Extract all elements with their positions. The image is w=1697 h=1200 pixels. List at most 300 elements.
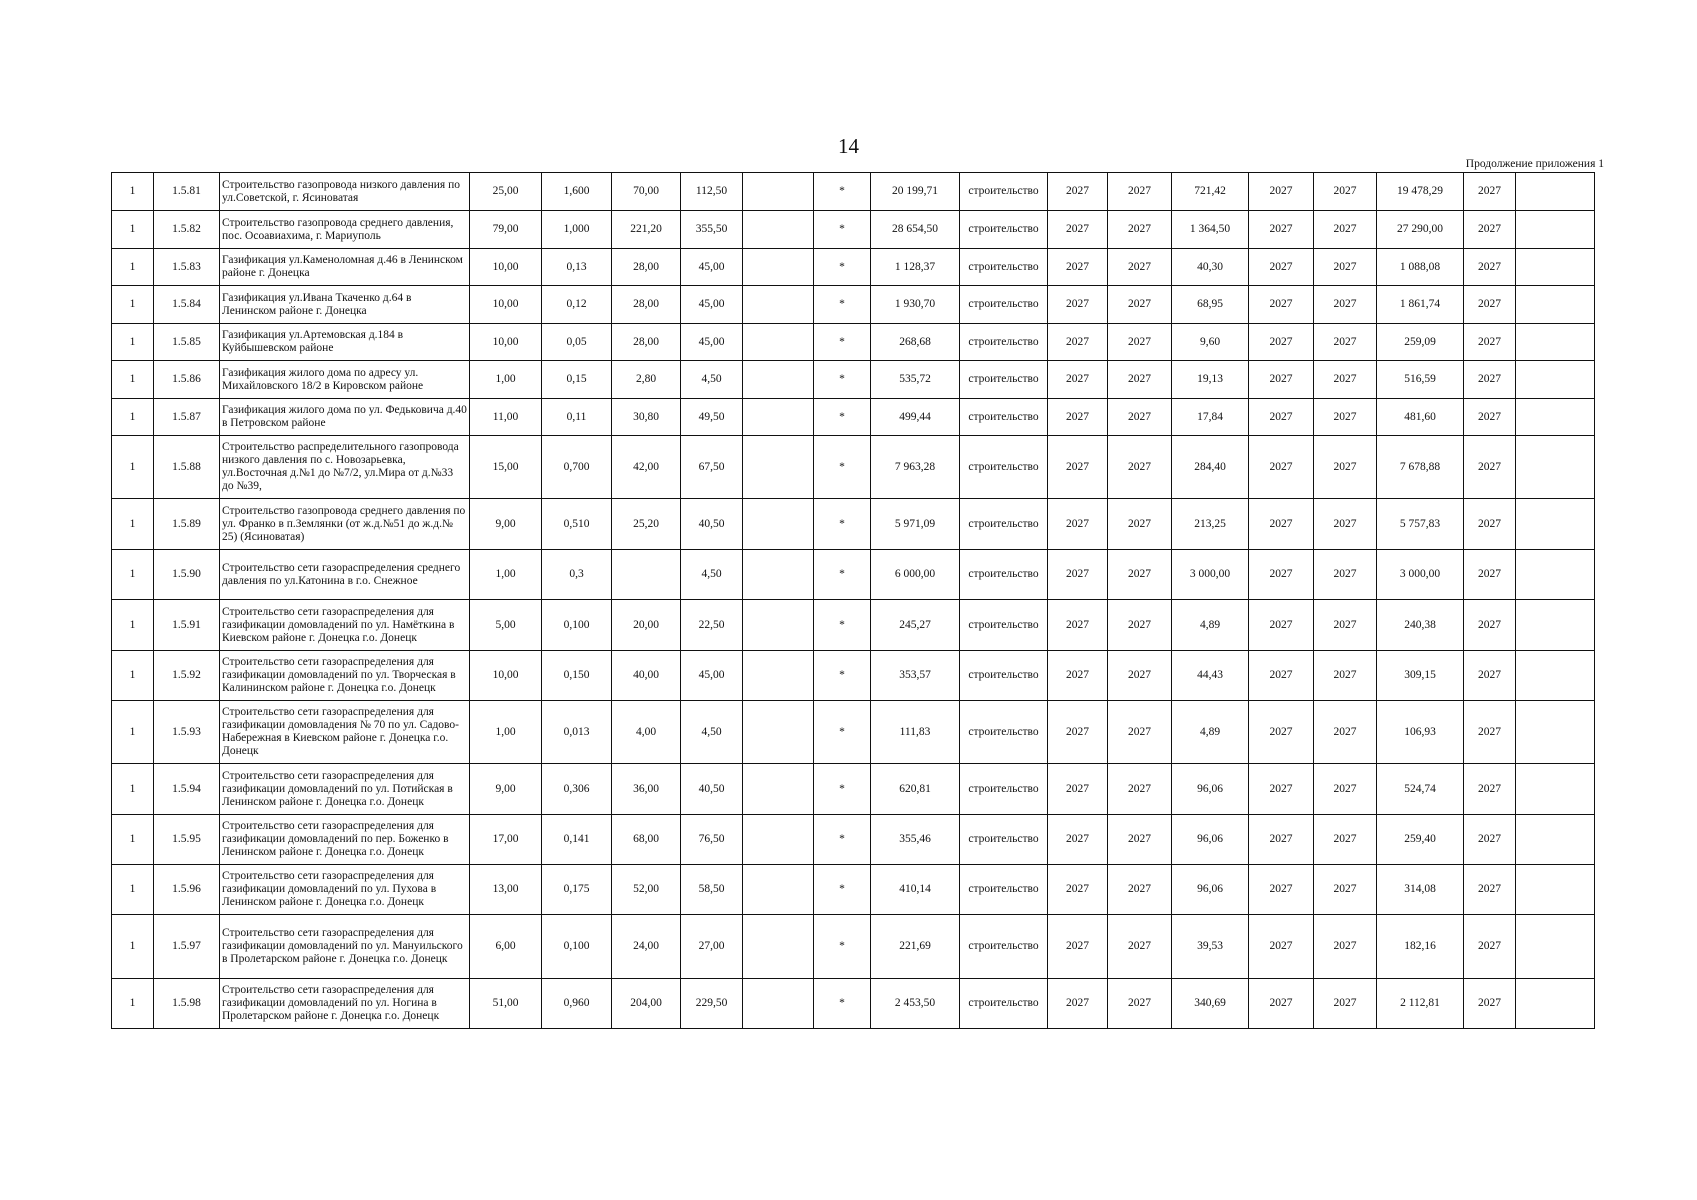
table-cell-col-total: 221,69 (871, 915, 960, 979)
table-cell-col-value-1: 11,00 (470, 399, 542, 436)
table-cell-col-year-5: 2027 (1464, 499, 1516, 550)
table-cell-col-description: Газификация жилого дома по адресу ул. Михайловского 18/2 в Кировском районе (220, 361, 470, 399)
table-cell-col-year-3: 2027 (1249, 324, 1314, 361)
table-cell-col-total: 28 654,50 (871, 211, 960, 249)
table-cell-col-amount-2: 259,40 (1377, 815, 1464, 865)
table-cell-col-marker: * (814, 173, 871, 211)
table-cell-col-year-3: 2027 (1249, 651, 1314, 701)
table-cell-col-year-3: 2027 (1249, 701, 1314, 764)
table-cell-col-year-1: 2027 (1048, 651, 1108, 701)
table-cell-col-year-4: 2027 (1314, 324, 1377, 361)
table-row (112, 550, 1595, 600)
table-cell-col-code: 1.5.97 (154, 915, 220, 979)
table-cell-col-level: 1 (112, 550, 154, 600)
table-cell-col-amount-2: 182,16 (1377, 915, 1464, 979)
table-cell-col-year-5: 2027 (1464, 211, 1516, 249)
table-cell-col-year-3: 2027 (1249, 286, 1314, 324)
table-cell-col-description: Строительство сети газораспределения для газификации домовладений по ул. Потийская в Ленинском районе г. Донецка г.о. Донецк (220, 764, 470, 815)
table-cell-col-year-5: 2027 (1464, 173, 1516, 211)
table-cell-col-year-2: 2027 (1108, 249, 1172, 286)
table-cell-col-year-5: 2027 (1464, 399, 1516, 436)
table-cell-col-year-5: 2027 (1464, 764, 1516, 815)
table-cell-col-year-4: 2027 (1314, 764, 1377, 815)
table-cell-col-year-4: 2027 (1314, 499, 1377, 550)
table-cell-col-description: Строительство сети газораспределения для газификации домовладений по ул. Мануильского в Пролетарском районе г. Донецка г.о. Донецк (220, 915, 470, 979)
table-row (112, 436, 1595, 499)
table-cell-col-value-2: 0,306 (542, 764, 612, 815)
table-cell-col-description: Строительство сети газораспределения для газификации домовладений по ул. Намёткина в Киевском районе г. Донецка г.о. Донецк (220, 600, 470, 651)
table-cell-col-marker: * (814, 286, 871, 324)
table-cell-col-year-3: 2027 (1249, 865, 1314, 915)
table-cell-col-total: 245,27 (871, 600, 960, 651)
table-cell-col-value-5 (743, 701, 814, 764)
table-cell-col-marker: * (814, 979, 871, 1029)
table-row (112, 249, 1595, 286)
table-cell-col-value-1: 15,00 (470, 436, 542, 499)
table-cell-col-year-2: 2027 (1108, 815, 1172, 865)
table-cell-col-amount-1: 39,53 (1172, 915, 1249, 979)
table-row (112, 701, 1595, 764)
table-cell-col-total: 20 199,71 (871, 173, 960, 211)
table-cell-col-type: строительство (960, 211, 1048, 249)
table-cell-col-value-3: 36,00 (612, 764, 681, 815)
table-cell-col-code: 1.5.85 (154, 324, 220, 361)
table-cell-col-value-3: 4,00 (612, 701, 681, 764)
table-row (112, 324, 1595, 361)
table-cell-col-value-5 (743, 979, 814, 1029)
table-cell-col-note (1516, 436, 1595, 499)
table-cell-col-note (1516, 815, 1595, 865)
table-cell-col-level: 1 (112, 324, 154, 361)
table-cell-col-year-4: 2027 (1314, 550, 1377, 600)
table-cell-col-amount-2: 314,08 (1377, 865, 1464, 915)
table-cell-col-year-2: 2027 (1108, 499, 1172, 550)
table-cell-col-year-1: 2027 (1048, 324, 1108, 361)
table-cell-col-total: 2 453,50 (871, 979, 960, 1029)
table-cell-col-total: 1 128,37 (871, 249, 960, 286)
table-cell-col-year-3: 2027 (1249, 550, 1314, 600)
table-cell-col-year-1: 2027 (1048, 361, 1108, 399)
table-cell-col-code: 1.5.92 (154, 651, 220, 701)
table-cell-col-value-1: 79,00 (470, 211, 542, 249)
table-cell-col-amount-2: 106,93 (1377, 701, 1464, 764)
table-cell-col-value-5 (743, 436, 814, 499)
table-cell-col-year-4: 2027 (1314, 701, 1377, 764)
table-cell-col-year-5: 2027 (1464, 701, 1516, 764)
table-cell-col-value-5 (743, 211, 814, 249)
table-cell-col-marker: * (814, 865, 871, 915)
table-cell-col-value-5 (743, 764, 814, 815)
table-cell-col-year-4: 2027 (1314, 173, 1377, 211)
table-cell-col-year-2: 2027 (1108, 651, 1172, 701)
table-cell-col-value-3: 70,00 (612, 173, 681, 211)
table-cell-col-value-2: 0,175 (542, 865, 612, 915)
table-cell-col-value-4: 112,50 (681, 173, 743, 211)
table-cell-col-marker: * (814, 361, 871, 399)
table-cell-col-year-3: 2027 (1249, 815, 1314, 865)
table-cell-col-year-1: 2027 (1048, 701, 1108, 764)
continuation-note: Продолжение приложения 1 (1465, 158, 1604, 170)
table-cell-col-value-2: 0,700 (542, 436, 612, 499)
table-cell-col-amount-1: 96,06 (1172, 865, 1249, 915)
table-cell-col-level: 1 (112, 979, 154, 1029)
table-cell-col-amount-1: 17,84 (1172, 399, 1249, 436)
table-cell-col-marker: * (814, 249, 871, 286)
table-cell-col-value-4: 4,50 (681, 361, 743, 399)
table-cell-col-level: 1 (112, 651, 154, 701)
table-cell-col-year-3: 2027 (1249, 764, 1314, 815)
table-cell-col-type: строительство (960, 815, 1048, 865)
table-cell-col-year-4: 2027 (1314, 286, 1377, 324)
table-cell-col-year-3: 2027 (1249, 249, 1314, 286)
table-row (112, 173, 1595, 211)
table-cell-col-amount-2: 5 757,83 (1377, 499, 1464, 550)
table-cell-col-year-2: 2027 (1108, 436, 1172, 499)
table-cell-col-value-5 (743, 915, 814, 979)
table-cell-col-value-5 (743, 286, 814, 324)
table-cell-col-value-2: 0,13 (542, 249, 612, 286)
table-row (112, 764, 1595, 815)
table-cell-col-value-2: 0,12 (542, 286, 612, 324)
table-cell-col-note (1516, 211, 1595, 249)
table-cell-col-value-2: 0,100 (542, 915, 612, 979)
table-cell-col-value-5 (743, 399, 814, 436)
table-cell-col-year-2: 2027 (1108, 173, 1172, 211)
table-cell-col-value-2: 0,100 (542, 600, 612, 651)
table-cell-col-year-4: 2027 (1314, 865, 1377, 915)
table-cell-col-value-3: 28,00 (612, 286, 681, 324)
table-cell-col-note (1516, 979, 1595, 1029)
table-cell-col-description: Строительство сети газораспределения для газификации домовладений по пер. Боженко в Ленинском районе г. Донецка г.о. Донецк (220, 815, 470, 865)
table-cell-col-note (1516, 361, 1595, 399)
table-cell-col-code: 1.5.83 (154, 249, 220, 286)
table-cell-col-level: 1 (112, 815, 154, 865)
table-cell-col-amount-2: 19 478,29 (1377, 173, 1464, 211)
table-cell-col-value-3: 52,00 (612, 865, 681, 915)
table-cell-col-value-3: 40,00 (612, 651, 681, 701)
table-row (112, 499, 1595, 550)
table-cell-col-level: 1 (112, 600, 154, 651)
table-cell-col-code: 1.5.90 (154, 550, 220, 600)
table-cell-col-code: 1.5.82 (154, 211, 220, 249)
table-cell-col-value-5 (743, 249, 814, 286)
table-cell-col-marker: * (814, 499, 871, 550)
table-cell-col-amount-2: 240,38 (1377, 600, 1464, 651)
table-cell-col-marker: * (814, 915, 871, 979)
table-cell-col-level: 1 (112, 286, 154, 324)
table-cell-col-total: 6 000,00 (871, 550, 960, 600)
table-cell-col-year-2: 2027 (1108, 211, 1172, 249)
table-cell-col-amount-2: 259,09 (1377, 324, 1464, 361)
table-cell-col-year-2: 2027 (1108, 324, 1172, 361)
table-cell-col-total: 7 963,28 (871, 436, 960, 499)
table-cell-col-note (1516, 915, 1595, 979)
table-cell-col-note (1516, 499, 1595, 550)
table-cell-col-value-4: 40,50 (681, 764, 743, 815)
table-cell-col-value-3: 221,20 (612, 211, 681, 249)
table-cell-col-year-4: 2027 (1314, 915, 1377, 979)
table-cell-col-type: строительство (960, 915, 1048, 979)
table-cell-col-year-1: 2027 (1048, 979, 1108, 1029)
table-cell-col-note (1516, 865, 1595, 915)
table-cell-col-value-2: 0,05 (542, 324, 612, 361)
table-cell-col-value-2: 0,960 (542, 979, 612, 1029)
table-cell-col-description: Строительство сети газораспределения для газификации домовладений по ул. Ногина в Пролетарском районе г. Донецка г.о. Донецк (220, 979, 470, 1029)
table-cell-col-year-4: 2027 (1314, 361, 1377, 399)
table-cell-col-amount-1: 68,95 (1172, 286, 1249, 324)
table-cell-col-value-5 (743, 324, 814, 361)
table-cell-col-year-2: 2027 (1108, 764, 1172, 815)
table-cell-col-year-2: 2027 (1108, 979, 1172, 1029)
table-cell-col-level: 1 (112, 399, 154, 436)
table-cell-col-description: Строительство газопровода среднего давления, пос. Осоавиахима, г. Мариуполь (220, 211, 470, 249)
table-cell-col-value-1: 10,00 (470, 286, 542, 324)
table-cell-col-amount-1: 40,30 (1172, 249, 1249, 286)
table-cell-col-value-4: 355,50 (681, 211, 743, 249)
table-cell-col-description: Газификация ул.Каменоломная д.46 в Ленинском районе г. Донецка (220, 249, 470, 286)
table-cell-col-value-3: 28,00 (612, 249, 681, 286)
table-cell-col-total: 353,57 (871, 651, 960, 701)
table-cell-col-value-4: 45,00 (681, 286, 743, 324)
table-cell-col-year-1: 2027 (1048, 436, 1108, 499)
table-body (112, 173, 1595, 1029)
table-cell-col-value-2: 0,141 (542, 815, 612, 865)
table-cell-col-total: 620,81 (871, 764, 960, 815)
table-cell-col-year-5: 2027 (1464, 979, 1516, 1029)
table-cell-col-year-1: 2027 (1048, 286, 1108, 324)
table-cell-col-year-2: 2027 (1108, 286, 1172, 324)
table-row (112, 651, 1595, 701)
table-cell-col-value-5 (743, 600, 814, 651)
table-cell-col-year-5: 2027 (1464, 249, 1516, 286)
table-cell-col-value-2: 0,3 (542, 550, 612, 600)
table-cell-col-amount-2: 7 678,88 (1377, 436, 1464, 499)
table-cell-col-value-1: 6,00 (470, 915, 542, 979)
table-cell-col-amount-2: 1 088,08 (1377, 249, 1464, 286)
table-cell-col-total: 355,46 (871, 815, 960, 865)
table-cell-col-description: Газификация жилого дома по ул. Федьковича д.40 в Петровском районе (220, 399, 470, 436)
table-cell-col-type: строительство (960, 651, 1048, 701)
table-cell-col-type: строительство (960, 979, 1048, 1029)
table-cell-col-description: Строительство распределительного газопровода низкого давления по с. Новозарьевка, ул.Восточная д.№1 до №7/2, ул.Мира от д.№33 до №39, (220, 436, 470, 499)
table-cell-col-description: Строительство сети газораспределения для газификации домовладений по ул. Пухова в Ленинском районе г. Донецка г.о. Донецк (220, 865, 470, 915)
table-cell-col-type: строительство (960, 701, 1048, 764)
table-cell-col-year-2: 2027 (1108, 915, 1172, 979)
table-cell-col-year-1: 2027 (1048, 550, 1108, 600)
table-cell-col-year-5: 2027 (1464, 865, 1516, 915)
table-cell-col-year-1: 2027 (1048, 249, 1108, 286)
table-cell-col-year-3: 2027 (1249, 979, 1314, 1029)
table-cell-col-value-5 (743, 651, 814, 701)
table-cell-col-marker: * (814, 764, 871, 815)
table-cell-col-year-3: 2027 (1249, 173, 1314, 211)
table-cell-col-year-2: 2027 (1108, 865, 1172, 915)
table-cell-col-value-1: 1,00 (470, 361, 542, 399)
table-cell-col-value-1: 1,00 (470, 550, 542, 600)
table-cell-col-value-3: 68,00 (612, 815, 681, 865)
table-cell-col-year-1: 2027 (1048, 764, 1108, 815)
table-cell-col-note (1516, 764, 1595, 815)
table-cell-col-year-1: 2027 (1048, 399, 1108, 436)
table-cell-col-marker: * (814, 701, 871, 764)
table-cell-col-code: 1.5.96 (154, 865, 220, 915)
table-cell-col-note (1516, 550, 1595, 600)
table-cell-col-level: 1 (112, 249, 154, 286)
table-cell-col-value-2: 0,510 (542, 499, 612, 550)
table-row (112, 979, 1595, 1029)
table-cell-col-amount-2: 309,15 (1377, 651, 1464, 701)
table-cell-col-amount-1: 96,06 (1172, 815, 1249, 865)
table-row (112, 286, 1595, 324)
table-cell-col-marker: * (814, 550, 871, 600)
table-cell-col-level: 1 (112, 173, 154, 211)
table-cell-col-total: 111,83 (871, 701, 960, 764)
table-cell-col-value-3: 20,00 (612, 600, 681, 651)
table-cell-col-value-2: 0,013 (542, 701, 612, 764)
table-cell-col-note (1516, 173, 1595, 211)
table-cell-col-description: Строительство газопровода среднего давления по ул. Франко в п.Землянки (от ж.д.№51 до ж.д.№ 25) (Ясиноватая) (220, 499, 470, 550)
table-cell-col-value-3: 204,00 (612, 979, 681, 1029)
table-cell-col-year-5: 2027 (1464, 651, 1516, 701)
table-cell-col-value-4: 229,50 (681, 979, 743, 1029)
table-cell-col-year-1: 2027 (1048, 915, 1108, 979)
table-cell-col-value-3 (612, 550, 681, 600)
table-cell-col-year-4: 2027 (1314, 211, 1377, 249)
table-row (112, 815, 1595, 865)
table-cell-col-level: 1 (112, 701, 154, 764)
table-cell-col-amount-1: 4,89 (1172, 600, 1249, 651)
table-row (112, 915, 1595, 979)
table-cell-col-code: 1.5.95 (154, 815, 220, 865)
table-cell-col-value-2: 1,000 (542, 211, 612, 249)
table-cell-col-note (1516, 249, 1595, 286)
table-cell-col-marker: * (814, 211, 871, 249)
table-cell-col-value-1: 10,00 (470, 651, 542, 701)
table-cell-col-total: 410,14 (871, 865, 960, 915)
table-cell-col-amount-2: 1 861,74 (1377, 286, 1464, 324)
table-cell-col-description: Строительство сети газораспределения среднего давления по ул.Катонина в г.о. Снежное (220, 550, 470, 600)
appendix-table (111, 172, 1595, 1029)
table-cell-col-amount-2: 516,59 (1377, 361, 1464, 399)
table-cell-col-code: 1.5.84 (154, 286, 220, 324)
table-cell-col-total: 5 971,09 (871, 499, 960, 550)
table-cell-col-value-4: 4,50 (681, 550, 743, 600)
table-cell-col-note (1516, 399, 1595, 436)
table-cell-col-year-1: 2027 (1048, 815, 1108, 865)
table-cell-col-year-5: 2027 (1464, 915, 1516, 979)
table-row (112, 211, 1595, 249)
table-cell-col-marker: * (814, 436, 871, 499)
table-cell-col-year-1: 2027 (1048, 211, 1108, 249)
table-cell-col-level: 1 (112, 361, 154, 399)
table-cell-col-value-4: 58,50 (681, 865, 743, 915)
table-cell-col-amount-1: 44,43 (1172, 651, 1249, 701)
table-cell-col-value-1: 13,00 (470, 865, 542, 915)
table-cell-col-type: строительство (960, 399, 1048, 436)
table-cell-col-total: 499,44 (871, 399, 960, 436)
table-cell-col-value-1: 10,00 (470, 249, 542, 286)
table-cell-col-level: 1 (112, 865, 154, 915)
table-cell-col-year-1: 2027 (1048, 173, 1108, 211)
table-cell-col-level: 1 (112, 915, 154, 979)
table-cell-col-amount-2: 481,60 (1377, 399, 1464, 436)
table-cell-col-value-1: 51,00 (470, 979, 542, 1029)
table-cell-col-code: 1.5.87 (154, 399, 220, 436)
table-cell-col-level: 1 (112, 499, 154, 550)
table-cell-col-amount-1: 1 364,50 (1172, 211, 1249, 249)
table-row (112, 399, 1595, 436)
table-cell-col-value-1: 9,00 (470, 764, 542, 815)
table-cell-col-year-2: 2027 (1108, 399, 1172, 436)
table-cell-col-year-5: 2027 (1464, 600, 1516, 651)
table-cell-col-note (1516, 651, 1595, 701)
table-cell-col-type: строительство (960, 436, 1048, 499)
table-cell-col-year-5: 2027 (1464, 550, 1516, 600)
table-cell-col-amount-1: 9,60 (1172, 324, 1249, 361)
table-cell-col-year-1: 2027 (1048, 600, 1108, 651)
table-cell-col-value-3: 2,80 (612, 361, 681, 399)
table-cell-col-note (1516, 324, 1595, 361)
table-cell-col-value-1: 10,00 (470, 324, 542, 361)
table-cell-col-year-3: 2027 (1249, 915, 1314, 979)
table-cell-col-type: строительство (960, 173, 1048, 211)
table-cell-col-amount-1: 284,40 (1172, 436, 1249, 499)
table-cell-col-type: строительство (960, 499, 1048, 550)
table-cell-col-amount-2: 27 290,00 (1377, 211, 1464, 249)
table-cell-col-value-4: 45,00 (681, 249, 743, 286)
table-cell-col-value-1: 25,00 (470, 173, 542, 211)
table-cell-col-year-5: 2027 (1464, 436, 1516, 499)
table-cell-col-description: Строительство сети газораспределения для газификации домовладения № 70 по ул. Садово-Набережная в Киевском районе г. Донецка г.о. Донецк (220, 701, 470, 764)
table-cell-col-year-3: 2027 (1249, 399, 1314, 436)
table-cell-col-value-3: 42,00 (612, 436, 681, 499)
table-cell-col-value-4: 4,50 (681, 701, 743, 764)
table-cell-col-type: строительство (960, 865, 1048, 915)
table-cell-col-year-1: 2027 (1048, 499, 1108, 550)
table-cell-col-year-2: 2027 (1108, 361, 1172, 399)
table-cell-col-marker: * (814, 815, 871, 865)
table-cell-col-value-4: 22,50 (681, 600, 743, 651)
table-cell-col-value-2: 0,150 (542, 651, 612, 701)
table-cell-col-description: Строительство сети газораспределения для газификации домовладений по ул. Творческая в Калининском районе г. Донецка г.о. Донецк (220, 651, 470, 701)
table-cell-col-value-4: 67,50 (681, 436, 743, 499)
table-cell-col-year-3: 2027 (1249, 499, 1314, 550)
table-cell-col-value-4: 49,50 (681, 399, 743, 436)
table-cell-col-year-4: 2027 (1314, 399, 1377, 436)
table-cell-col-value-4: 45,00 (681, 324, 743, 361)
table-cell-col-year-3: 2027 (1249, 600, 1314, 651)
table-cell-col-year-3: 2027 (1249, 436, 1314, 499)
table-row (112, 361, 1595, 399)
table-cell-col-marker: * (814, 324, 871, 361)
table-cell-col-year-5: 2027 (1464, 361, 1516, 399)
table-cell-col-code: 1.5.91 (154, 600, 220, 651)
table-cell-col-marker: * (814, 651, 871, 701)
table-cell-col-value-5 (743, 815, 814, 865)
table-cell-col-type: строительство (960, 361, 1048, 399)
table-cell-col-amount-1: 340,69 (1172, 979, 1249, 1029)
table-cell-col-value-1: 5,00 (470, 600, 542, 651)
table-cell-col-amount-1: 4,89 (1172, 701, 1249, 764)
table-cell-col-note (1516, 701, 1595, 764)
table-cell-col-total: 268,68 (871, 324, 960, 361)
table-cell-col-value-1: 9,00 (470, 499, 542, 550)
page-number: 14 (838, 134, 859, 158)
table-row (112, 600, 1595, 651)
table-cell-col-amount-2: 3 000,00 (1377, 550, 1464, 600)
table-cell-col-code: 1.5.88 (154, 436, 220, 499)
table-cell-col-year-2: 2027 (1108, 701, 1172, 764)
